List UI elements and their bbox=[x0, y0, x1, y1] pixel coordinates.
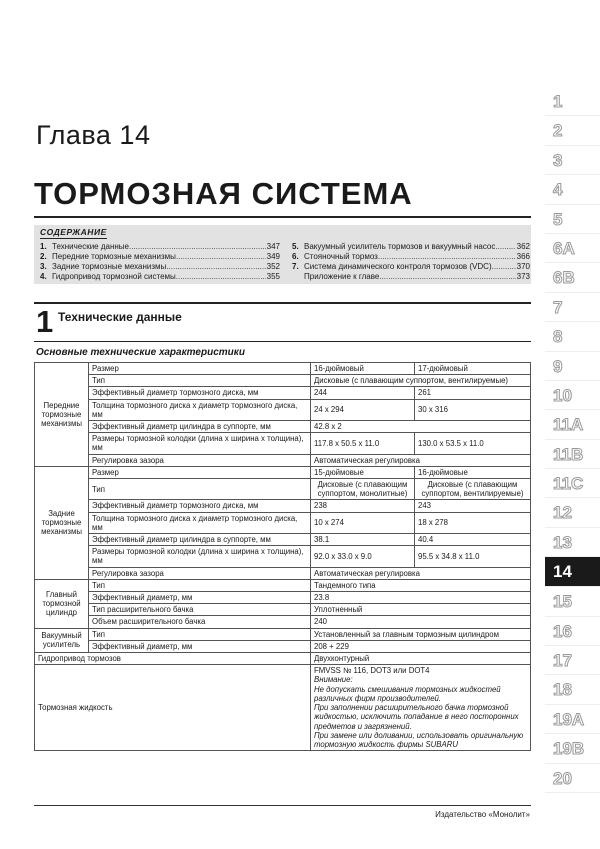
tab-17[interactable]: 17 bbox=[545, 646, 600, 675]
table-row: Передние тормозные механизмы Размер 16-дюймовый 17-дюймовый bbox=[35, 363, 531, 375]
table-row: Гидропривод тормозов Двухконтурный bbox=[35, 653, 531, 665]
title-divider bbox=[34, 216, 531, 218]
tab-12[interactable]: 12 bbox=[545, 498, 600, 527]
toc-item[interactable]: 7. Система динамического контроля тормозов (VDC) ..... 370 bbox=[292, 262, 530, 272]
table-row: Главный тормозной цилиндр Тип Тандемного типа bbox=[35, 579, 531, 591]
toc-item[interactable]: 4. Гидропривод тормозной системы ..... 355 bbox=[40, 272, 280, 282]
table-row: Толщина тормозного диска х диаметр тормозного диска, мм 10 х 274 18 х 278 bbox=[35, 512, 531, 533]
table-of-contents bbox=[34, 225, 531, 284]
spec-table bbox=[34, 362, 531, 751]
tab-6a[interactable]: 6A bbox=[545, 234, 600, 263]
toc-heading: СОДЕРЖАНИЕ bbox=[40, 227, 107, 237]
publisher: Издательство «Монолит» bbox=[435, 810, 530, 819]
chapter-label: Глава 14 bbox=[36, 120, 151, 150]
subsection-title: Основные технические характеристики bbox=[36, 347, 245, 358]
group-front: Передние тормозные механизмы bbox=[35, 363, 89, 467]
tab-11c[interactable]: 11C bbox=[545, 469, 600, 498]
tab-20[interactable]: 20 bbox=[545, 764, 600, 793]
tab-7[interactable]: 7 bbox=[545, 293, 600, 322]
toc-column-right bbox=[292, 242, 530, 282]
tab-3[interactable]: 3 bbox=[545, 146, 600, 175]
table-row: Тормозная жидкость FMVSS № 116, DOT3 или DOT4 Внимание: Не допускать смешивания тормозных жидкостей различных фирм производителей. При заполнении расширительного бачка тормозной жидкостью, исключить попадание в него посторонних предметов и загрязнений. При замене или доливании, использовать оригинальную тормозную жидкость фирмы SUBARU bbox=[35, 665, 531, 751]
tab-9[interactable]: 9 bbox=[545, 352, 600, 381]
section-divider bbox=[34, 302, 531, 304]
section-number: 1 bbox=[36, 304, 54, 339]
tab-15[interactable]: 15 bbox=[545, 587, 600, 616]
toc-column-left bbox=[40, 242, 280, 282]
table-row: Размеры тормозной колодки (длина х ширина х толщина), мм 117.8 х 50.5 х 11.0 130.0 х 53.5 х 11.0 bbox=[35, 433, 531, 454]
table-row: Эффективный диаметр тормозного диска, мм 244 261 bbox=[35, 387, 531, 399]
group-master: Главный тормозной цилиндр bbox=[35, 579, 89, 628]
toc-item[interactable]: 6. Стояночный тормоз ..... 366 bbox=[292, 252, 530, 262]
table-row: Тип Дисковые (с плавающим суппортом, вентилируемые) bbox=[35, 375, 531, 387]
table-row: Эффективный диаметр цилиндра в суппорте, мм 42.8 х 2 bbox=[35, 421, 531, 433]
tab-19b[interactable]: 19B bbox=[545, 734, 600, 763]
tab-4[interactable]: 4 bbox=[545, 175, 600, 204]
toc-item[interactable]: 1. Технические данные ..... 347 bbox=[40, 242, 280, 252]
table-row: Тип расширительного бачка Уплотненный bbox=[35, 604, 531, 616]
toc-item[interactable]: 3. Задние тормозные механизмы ..... 352 bbox=[40, 262, 280, 272]
tab-10[interactable]: 10 bbox=[545, 381, 600, 410]
table-row: Эффективный диаметр, мм 208 + 229 bbox=[35, 640, 531, 652]
chapter-tabs bbox=[545, 87, 600, 793]
section-title: Технические данные bbox=[58, 310, 182, 324]
group-rear: Задние тормозные механизмы bbox=[35, 466, 89, 579]
fluid-notes: FMVSS № 116, DOT3 или DOT4 Внимание: Не допускать смешивания тормозных жидкостей различных фирм производителей. При заполнении расширительного бачка тормозной жидкостью, исключить попадание в него посторонних предметов и загрязнений. При замене или доливании, использовать оригинальную тормозную жидкость фирмы SUBARU bbox=[311, 665, 531, 751]
table-row: Объем расширительного бачка 240 bbox=[35, 616, 531, 628]
table-row: Эффективный диаметр тормозного диска, мм 238 243 bbox=[35, 500, 531, 512]
table-row: Регулировка зазора Автоматическая регулировка bbox=[35, 567, 531, 579]
tab-14[interactable]: 14 bbox=[545, 557, 600, 587]
tab-19a[interactable]: 19A bbox=[545, 705, 600, 734]
table-row: Тип Дисковые (с плавающим суппортом, монолитные) Дисковые (с плавающим суппортом, вентилируемые) bbox=[35, 479, 531, 500]
tab-18[interactable]: 18 bbox=[545, 675, 600, 704]
tab-2[interactable]: 2 bbox=[545, 116, 600, 145]
table-row: Задние тормозные механизмы Размер 15-дюймовые 16-дюймовые bbox=[35, 466, 531, 478]
tab-11a[interactable]: 11A bbox=[545, 410, 600, 439]
table-row: Размеры тормозной колодки (длина х ширина х толщина), мм 92.0 х 33.0 х 9.0 95.5 х 34.8 х 11.0 bbox=[35, 546, 531, 567]
footer-divider bbox=[34, 805, 531, 806]
table-row: Эффективный диаметр, мм 23.8 bbox=[35, 592, 531, 604]
group-booster: Вакуумный усилитель bbox=[35, 628, 89, 652]
page-title: ТОРМОЗНАЯ СИСТЕМА bbox=[34, 176, 413, 211]
table-row: Вакуумный усилитель Тип Установленный за главным тормозным цилиндром bbox=[35, 628, 531, 640]
section-underline bbox=[34, 341, 531, 342]
toc-item[interactable]: 2. Передние тормозные механизмы ..... 349 bbox=[40, 252, 280, 262]
toc-item[interactable]: 5. Вакуумный усилитель тормозов и вакуумный насос ..... 362 bbox=[292, 242, 530, 252]
tab-11b[interactable]: 11B bbox=[545, 440, 600, 469]
tab-16[interactable]: 16 bbox=[545, 617, 600, 646]
tab-5[interactable]: 5 bbox=[545, 205, 600, 234]
toc-item[interactable]: Приложение к главе ..... 373 bbox=[292, 272, 530, 282]
tab-8[interactable]: 8 bbox=[545, 322, 600, 351]
tab-13[interactable]: 13 bbox=[545, 528, 600, 557]
table-row: Эффективный диаметр цилиндра в суппорте, мм 38.1 40.4 bbox=[35, 534, 531, 546]
tab-1[interactable]: 1 bbox=[545, 87, 600, 116]
table-row: Регулировка зазора Автоматическая регулировка bbox=[35, 454, 531, 466]
table-row: Толщина тормозного диска х диаметр тормозного диска, мм 24 х 294 30 х 316 bbox=[35, 399, 531, 420]
tab-6b[interactable]: 6B bbox=[545, 263, 600, 292]
